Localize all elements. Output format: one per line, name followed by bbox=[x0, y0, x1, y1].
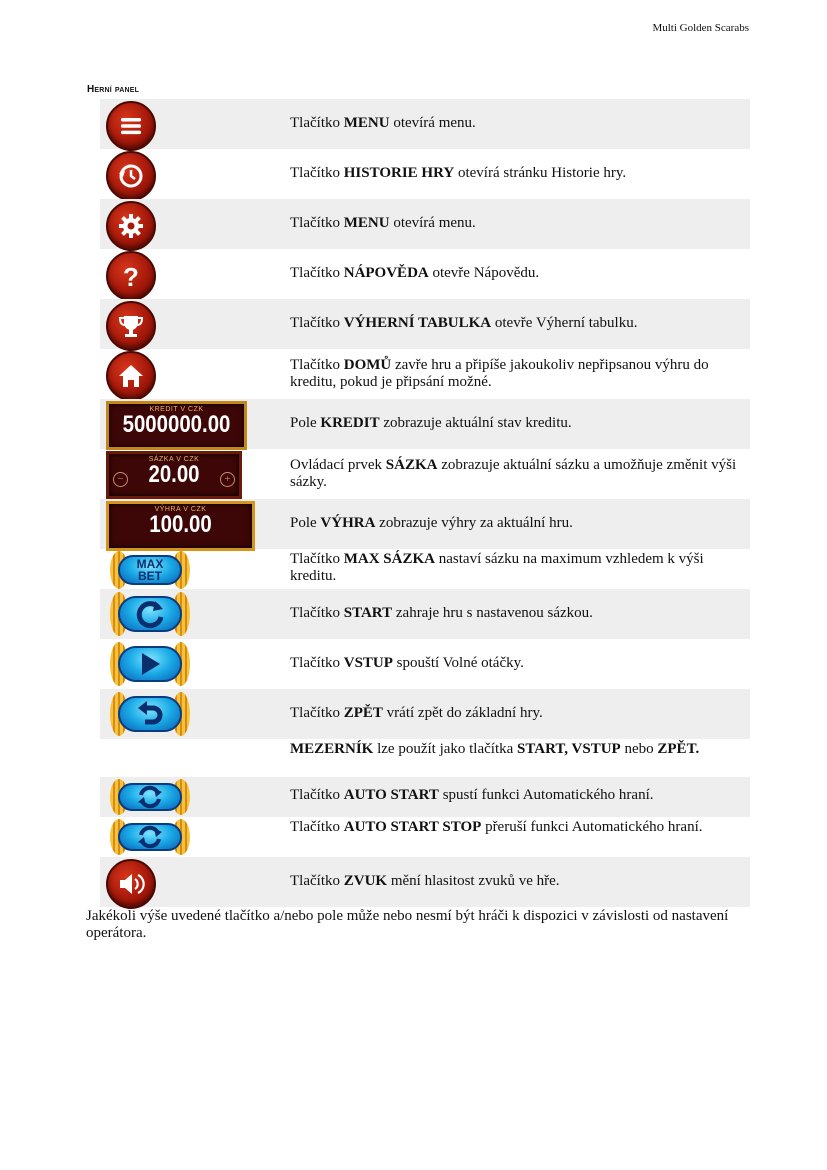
table-row-credit bbox=[100, 399, 750, 449]
bet-field-label: SÁZKA V CZK bbox=[148, 456, 200, 463]
bet-field bbox=[106, 451, 242, 499]
credit-field-label: KREDIT V CZK bbox=[149, 406, 204, 413]
spin-arrow-icon bbox=[133, 597, 167, 631]
table-row-history bbox=[100, 149, 750, 199]
table-row-enter bbox=[100, 639, 750, 689]
table-row-help bbox=[100, 249, 750, 299]
home-icon bbox=[106, 351, 156, 401]
row-description: Tlačítko MAX SÁZKA nastaví sázku na maximum vzhledem k výši kreditu. bbox=[290, 551, 704, 584]
table-row-sound bbox=[100, 857, 750, 907]
footer-note: Jakékoli výše uvedené tlačítko a/nebo pole může nebo nesmí být hráči k dispozici v závislosti od nastavení operátora. bbox=[86, 908, 729, 941]
document-header-title: Multi Golden Scarabs bbox=[652, 22, 749, 34]
row-description: Pole VÝHRA zobrazuje výhry za aktuální hru. bbox=[290, 515, 573, 531]
bet-field-value: 20.00 bbox=[148, 461, 200, 488]
row-description: Tlačítko MENU otevírá menu. bbox=[290, 215, 476, 231]
bet-decrease-button[interactable]: − bbox=[113, 472, 128, 487]
menu-icon bbox=[106, 101, 156, 151]
max-bet-label-line1: MAX bbox=[136, 557, 164, 571]
table-row-start bbox=[100, 589, 750, 639]
win-field-label: VÝHRA V CZK bbox=[154, 506, 207, 513]
row-description: Ovládací prvek SÁZKA zobrazuje aktuální sázku a umožňuje změnit výši sázky. bbox=[290, 457, 737, 490]
row-description: Tlačítko ZPĚT vrátí zpět do základní hry. bbox=[290, 705, 543, 721]
row-description: Tlačítko ZVUK mění hlasitost zvuků ve hře. bbox=[290, 873, 560, 889]
game-panel-table bbox=[100, 99, 750, 907]
max-bet-label-line2: BET bbox=[137, 569, 162, 583]
bet-increase-button[interactable]: + bbox=[220, 472, 235, 487]
row-description: Tlačítko VSTUP spouští Volné otáčky. bbox=[290, 655, 524, 671]
win-field bbox=[106, 501, 255, 551]
table-row-menu bbox=[100, 99, 750, 149]
auto-start-stop-button bbox=[110, 819, 190, 855]
row-description: Pole KREDIT zobrazuje aktuální stav kreditu. bbox=[290, 415, 572, 431]
history-icon bbox=[106, 151, 156, 201]
table-row-auto-start bbox=[100, 777, 750, 817]
table-row-back bbox=[100, 689, 750, 739]
row-description: Tlačítko NÁPOVĚDA otevře Nápovědu. bbox=[290, 265, 540, 281]
row-description: Tlačítko DOMŮ zavře hru a připíše jakoukoliv nepřipsanou výhru do kreditu, pokud je připsání možné. bbox=[290, 357, 709, 390]
table-row-auto-start-stop bbox=[100, 817, 750, 857]
autoplay-icon bbox=[136, 784, 164, 810]
table-row-settings bbox=[100, 199, 750, 249]
max-bet-button bbox=[110, 551, 190, 589]
svg-text:?: ? bbox=[123, 262, 139, 291]
row-description: Tlačítko HISTORIE HRY otevírá stránku Historie hry. bbox=[290, 165, 627, 181]
section-title: Herní panel bbox=[87, 84, 140, 95]
speaker-icon bbox=[106, 859, 156, 909]
credit-field-value: 5000000.00 bbox=[122, 411, 231, 438]
table-row-win bbox=[100, 499, 750, 549]
back-arrow-icon bbox=[135, 700, 165, 728]
autoplay-stop-icon bbox=[136, 824, 164, 850]
back-button bbox=[110, 692, 190, 736]
table-row-paytable bbox=[100, 299, 750, 349]
win-field-value: 100.00 bbox=[149, 511, 212, 538]
play-icon bbox=[138, 651, 162, 677]
table-row-home bbox=[100, 349, 750, 399]
auto-start-button bbox=[110, 779, 190, 815]
row-description: Tlačítko VÝHERNÍ TABULKA otevře Výherní tabulku. bbox=[290, 315, 638, 331]
start-button bbox=[110, 592, 190, 636]
row-description: Tlačítko START zahraje hru s nastavenou sázkou. bbox=[290, 605, 593, 621]
row-description: Tlačítko AUTO START spustí funkci Automatického hraní. bbox=[290, 787, 654, 803]
row-description: Tlačítko AUTO START STOP přeruší funkci Automatického hraní. bbox=[290, 819, 703, 835]
credit-field bbox=[106, 401, 247, 450]
table-row-spacebar bbox=[100, 739, 750, 777]
enter-button bbox=[110, 642, 190, 686]
table-row-bet bbox=[100, 449, 750, 499]
gear-icon bbox=[106, 201, 156, 251]
row-description: Tlačítko MENU otevírá menu. bbox=[290, 115, 476, 131]
table-row-max-bet bbox=[100, 549, 750, 589]
row-description: MEZERNÍK lze použít jako tlačítka START, VSTUP nebo ZPĚT. bbox=[290, 741, 700, 757]
question-mark-icon bbox=[106, 251, 156, 301]
trophy-icon bbox=[106, 301, 156, 351]
